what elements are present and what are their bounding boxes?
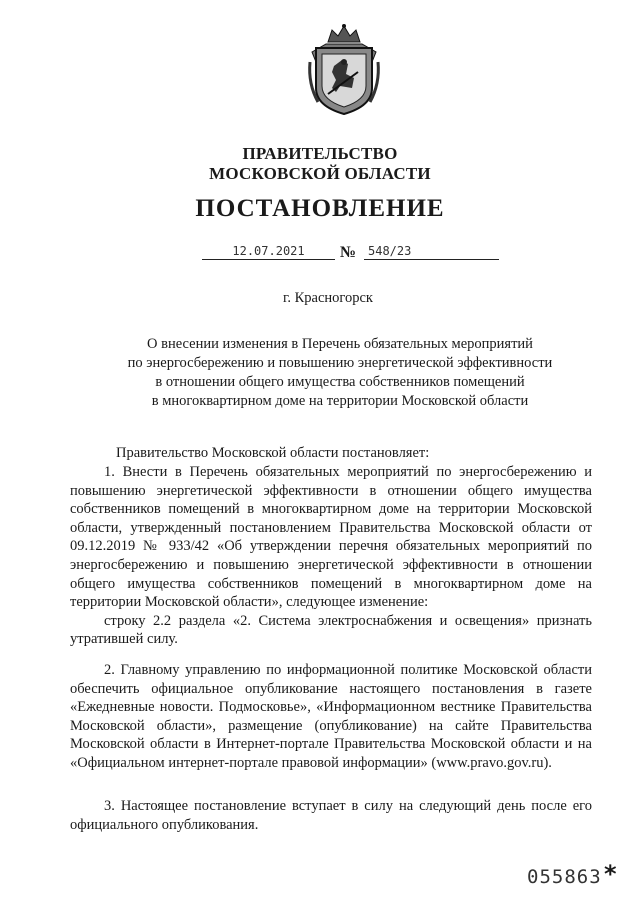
document-date: 12.07.2021 — [202, 244, 335, 260]
paragraph-1-sub: строку 2.2 раздела «2. Система электроснабжения и освещения» признать утратившей силу. — [70, 612, 592, 648]
footer-star-mark: * — [604, 860, 617, 888]
government-name-line1: ПРАВИТЕЛЬСТВО — [242, 144, 398, 163]
document-number: 548/23 — [364, 244, 499, 260]
paragraph-1: 1. Внести в Перечень обязательных мероприятий по энергосбережению и повышению энергетической эффективности в отношении общего имущества собственников помещений в многоквартирном доме на территории Московской области, утвержденный постановлением Правительства Московской области от 09.12.2019 № 933/42 «Об утверждении перечня обязательных мероприятий по энергосбережению и повышению энергетической эффективности в отношении общего имущества собственников помещений в многоквартирном доме на территории Московской области», следующее изменение: — [70, 464, 592, 611]
subject-line-3: в отношении общего имущества собственников помещений — [155, 374, 525, 390]
paragraph-2: 2. Главному управлению по информационной политике Московской области обеспечить официальное опубликование настоящего постановления в газете «Ежедневные новости. Подмосковье», «Информационном вестнике Правительства Московской области», размещение (опубликование) на сайте Правительства Московской области в Интернет-портале Правительства Московской области и на «Официальном интернет-портале правовой информации» (www.pravo.gov.ru). — [70, 662, 592, 771]
subject-line-2: по энергосбережению и повышению энергетической эффективности — [127, 355, 553, 371]
subject-line-1: О внесении изменения в Перечень обязательных мероприятий — [147, 336, 533, 352]
resolution-body-2 — [70, 661, 592, 773]
coat-of-arms-emblem — [306, 22, 382, 118]
paragraph-3: 3. Настоящее постановление вступает в силу на следующий день после его официального опубликования. — [70, 798, 592, 833]
government-name-line2: МОСКОВСКОЙ ОБЛАСТИ — [209, 164, 431, 183]
document-serial-code: 055863 — [527, 866, 602, 888]
preamble: Правительство Московской области постановляет: — [116, 445, 430, 461]
city-name: г. Красногорск — [283, 290, 373, 306]
number-sign: № — [340, 244, 357, 261]
resolution-body-3 — [70, 797, 592, 834]
document-type-title: ПОСТАНОВЛЕНИЕ — [195, 195, 445, 222]
resolution-body — [70, 463, 592, 649]
subject-line-4: в многоквартирном доме на территории Московской области — [151, 393, 529, 409]
